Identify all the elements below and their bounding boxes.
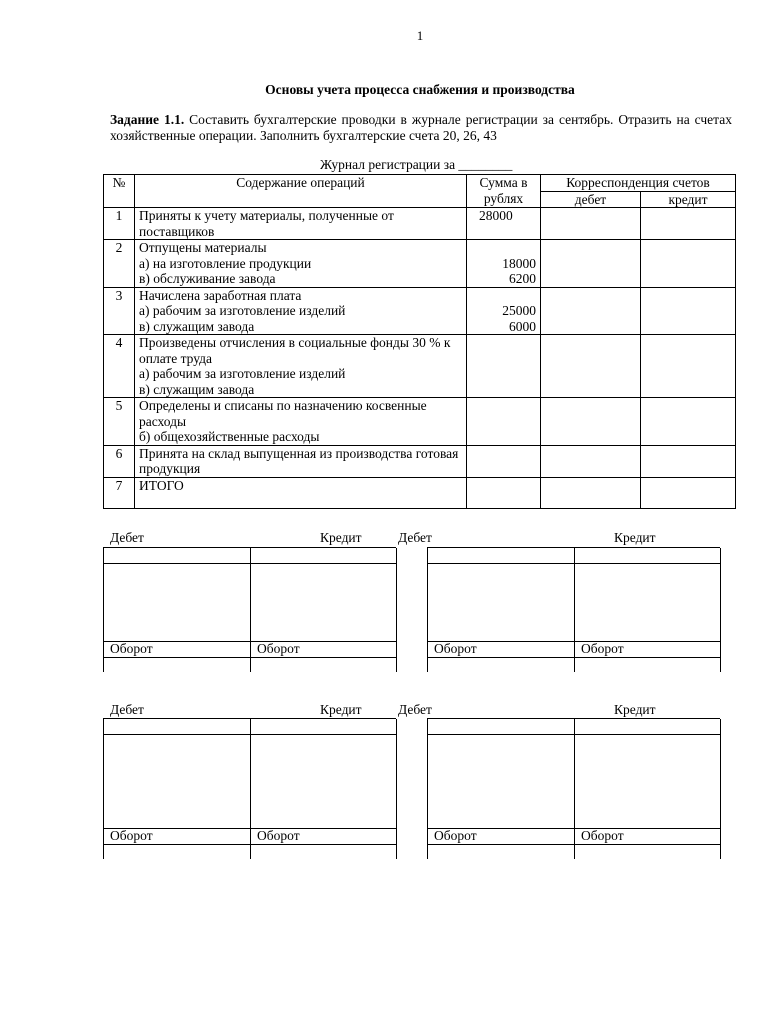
row-number: 6 [104, 445, 135, 477]
row-number: 1 [104, 208, 135, 240]
header-credit: кредит [641, 191, 736, 208]
journal-row [104, 445, 736, 477]
t-account-row-line [103, 563, 396, 564]
turnover-label: Оборот [581, 641, 624, 656]
sum-value [471, 240, 536, 256]
t-account-row-line [427, 563, 720, 564]
task-text: Составить бухгалтерские проводки в журнале регистрации за сентябрь. Отразить на счетах хозяйственные операции. Заполнить бухгалтерские счета 20, 26, 43 [110, 112, 732, 143]
turnover-label: Оборот [434, 828, 477, 843]
journal-row [104, 240, 736, 288]
credit-cell[interactable] [641, 240, 736, 288]
operation-sum [467, 240, 541, 288]
operation-line: а) на изготовление продукции [139, 255, 312, 271]
credit-cell[interactable] [641, 445, 736, 477]
t-account-row-line [427, 844, 720, 845]
t-account-column-line [720, 548, 721, 672]
debit-cell[interactable] [541, 287, 641, 335]
debit-cell[interactable] [541, 208, 641, 240]
credit-cell[interactable] [641, 287, 736, 335]
credit-cell[interactable] [641, 477, 736, 508]
t-account-column-line [574, 719, 575, 859]
t-account-row-line [427, 657, 720, 658]
t-account-column-line [574, 548, 575, 672]
row-number: 3 [104, 287, 135, 335]
sum-value: 28000 [479, 208, 513, 223]
turnover-label: Оборот [110, 641, 153, 656]
credit-cell[interactable] [641, 335, 736, 398]
operation-content [135, 287, 467, 335]
operation-line: а) рабочим за изготовление изделий [139, 366, 346, 381]
operation-content [135, 335, 467, 398]
journal-row [104, 208, 736, 240]
t-account-row-line [427, 734, 720, 735]
journal-table [103, 174, 736, 509]
debit-cell[interactable] [541, 240, 641, 288]
operation-sum [467, 477, 541, 508]
operation-line: в) служащим завода [139, 318, 255, 334]
credit-label: Кредит [320, 530, 362, 545]
turnover-label: Оборот [581, 828, 624, 843]
debit-label: Дебет [398, 530, 432, 545]
operation-line: Принята на склад выпущенная из производства готовая продукция [139, 445, 459, 476]
t-account-column-line [427, 719, 428, 859]
t-account-column-line [250, 719, 251, 859]
operation-sum [467, 335, 541, 398]
credit-cell[interactable] [641, 398, 736, 446]
operation-content [135, 477, 467, 508]
journal-row [104, 335, 736, 398]
credit-label: Кредит [614, 530, 656, 545]
debit-label: Дебет [398, 702, 432, 717]
journal-header-row [104, 175, 736, 192]
debit-cell[interactable] [541, 335, 641, 398]
operation-line: а) рабочим за изготовление изделий [139, 303, 346, 318]
operation-line: Приняты к учету материалы, полученные от поставщиков [139, 208, 394, 239]
operation-line: Отпущены материалы [139, 240, 267, 255]
sum-value [471, 288, 536, 304]
t-account-column-line [396, 719, 397, 859]
header-sum: Сумма в рублях [467, 175, 541, 208]
row-number: 5 [104, 398, 135, 446]
credit-cell[interactable] [641, 208, 736, 240]
operation-line: Определены и списаны по назначению косвенные расходы [139, 398, 427, 429]
turnover-label: Оборот [257, 641, 300, 656]
header-debit: дебет [541, 191, 641, 208]
header-no: № [104, 175, 135, 208]
row-number: 2 [104, 240, 135, 288]
header-content: Содержание операций [135, 175, 467, 208]
t-account-column-line [250, 548, 251, 672]
operation-line: ИТОГО [139, 477, 184, 493]
sum-value: 6000 [509, 318, 536, 334]
t-account-column-line [396, 548, 397, 672]
credit-label: Кредит [614, 702, 656, 717]
t-account-row-line [103, 734, 396, 735]
journal-caption: Журнал регистрации за ________ [320, 157, 513, 172]
t-account-column-line [103, 719, 104, 859]
operation-line: в) обслуживание завода [139, 271, 276, 286]
operation-sum [467, 398, 541, 446]
t-account-row-line [103, 844, 396, 845]
t-account-column-line [427, 548, 428, 672]
operation-content [135, 445, 467, 477]
task-paragraph [110, 112, 732, 144]
operation-sum [467, 445, 541, 477]
debit-label: Дебет [110, 702, 144, 717]
sum-value: 18000 [502, 255, 536, 271]
debit-cell[interactable] [541, 445, 641, 477]
page-number: 1 [416, 28, 424, 43]
operation-line: б) общехозяйственные расходы [139, 429, 320, 444]
sum-value: 6200 [509, 271, 536, 286]
operation-sum [467, 208, 541, 240]
journal-row [104, 287, 736, 335]
turnover-label: Оборот [434, 641, 477, 656]
task-label: Задание 1.1. [110, 112, 185, 127]
sum-value: 25000 [502, 303, 536, 318]
credit-label: Кредит [320, 702, 362, 717]
t-account-row-line [103, 657, 396, 658]
operation-sum [467, 287, 541, 335]
operation-content [135, 208, 467, 240]
operation-content [135, 240, 467, 288]
debit-cell[interactable] [541, 398, 641, 446]
turnover-label: Оборот [110, 828, 153, 843]
operation-line: Произведены отчисления в социальные фонды 30 % к оплате труда [139, 335, 451, 366]
operation-line: Начислена заработная плата [139, 287, 302, 303]
debit-cell[interactable] [541, 477, 641, 508]
journal-row [104, 398, 736, 446]
journal-row [104, 477, 736, 508]
t-account-column-line [103, 548, 104, 672]
debit-label: Дебет [110, 530, 144, 545]
operation-line: в) служащим завода [139, 381, 255, 397]
row-number: 4 [104, 335, 135, 398]
turnover-label: Оборот [257, 828, 300, 843]
document-title: Основы учета процесса снабжения и производства [265, 82, 575, 97]
row-number: 7 [104, 477, 135, 508]
header-correspondence: Корреспонденция счетов [541, 175, 736, 192]
operation-content [135, 398, 467, 446]
t-account-column-line [720, 719, 721, 859]
